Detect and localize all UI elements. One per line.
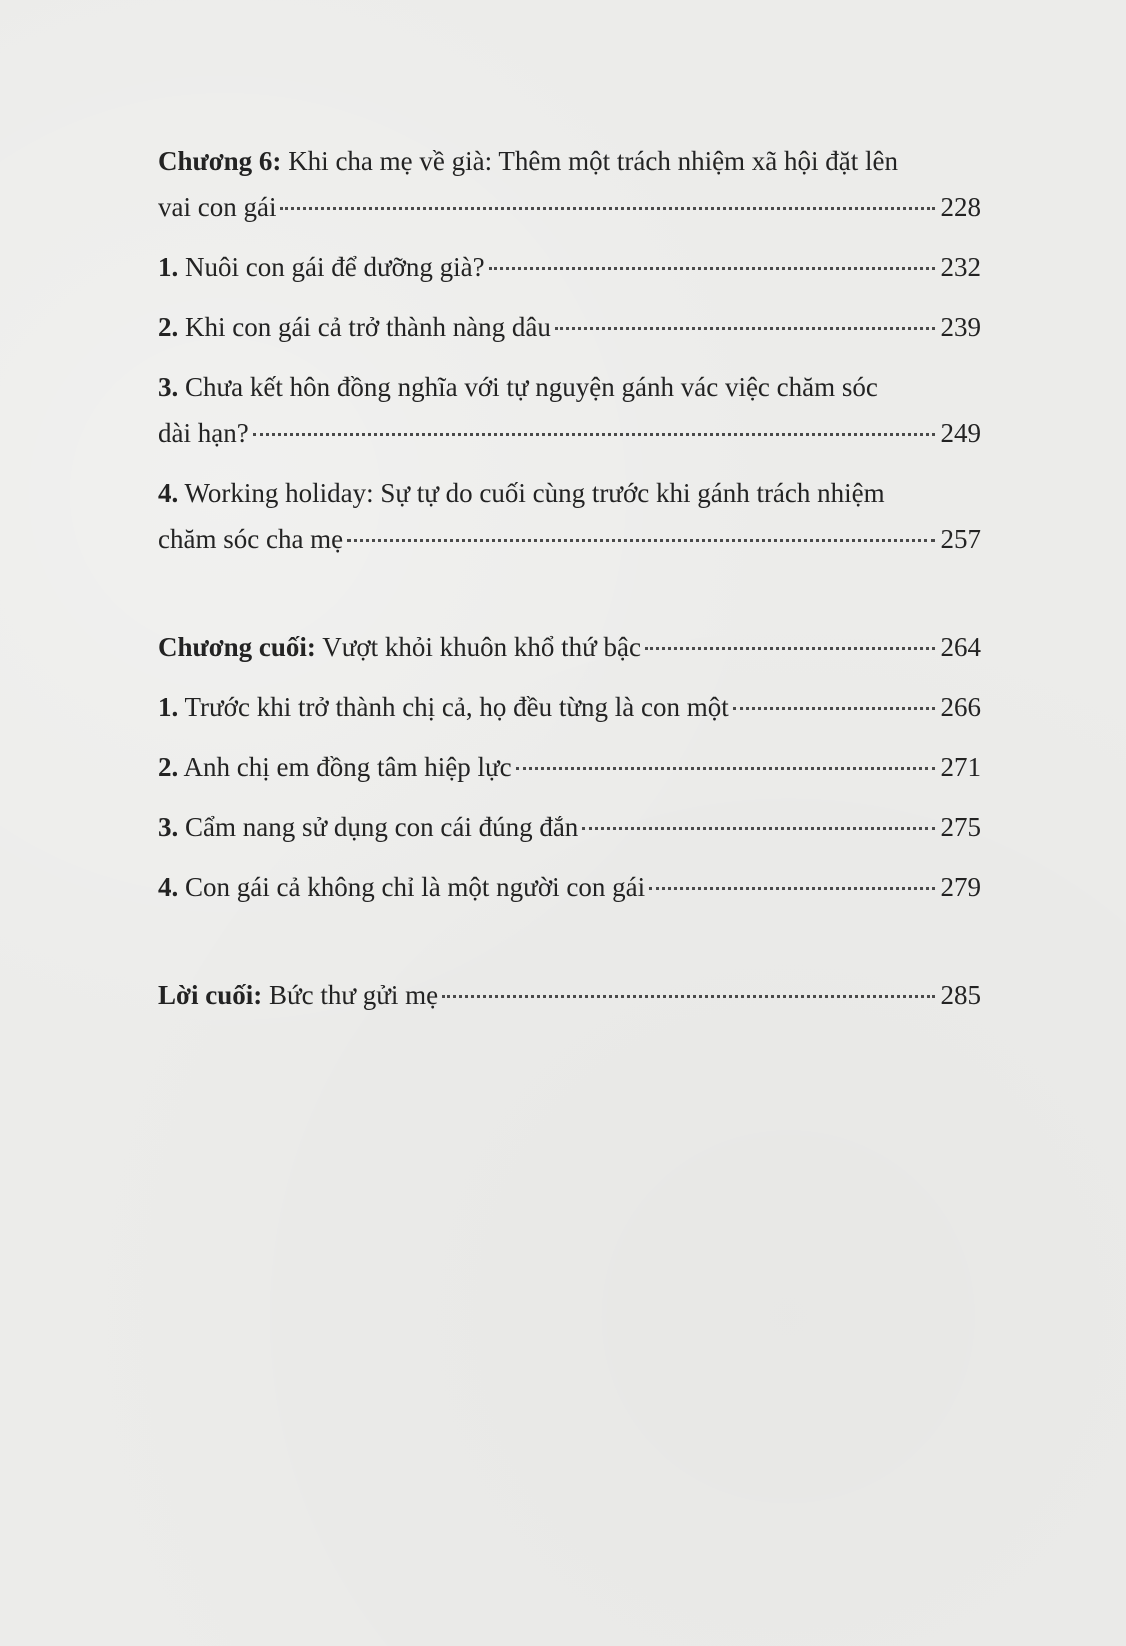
dot-leader <box>347 512 934 542</box>
item-title: Trước khi trở thành chị cả, họ đều từng là con một <box>178 692 729 722</box>
item-number: 2. <box>158 752 179 782</box>
item-number: 1. <box>158 252 179 282</box>
toc-item[interactable] <box>158 864 981 910</box>
page-number: 271 <box>940 752 981 782</box>
page-number: 266 <box>940 692 981 722</box>
heading-title: Vượt khỏi khuôn khổ thứ bậc <box>315 632 641 662</box>
page-number: 228 <box>940 192 981 222</box>
item-number: 3. <box>158 812 179 842</box>
toc-item[interactable] <box>158 470 981 562</box>
toc-item[interactable] <box>158 684 981 730</box>
item-number: 2. <box>158 312 179 342</box>
toc-heading-final-chapter[interactable] <box>158 624 981 670</box>
item-number: 3. <box>158 372 179 402</box>
item-title: Working holiday: Sự tự do cuối cùng trước khi gánh trách nhiệm <box>178 478 885 508</box>
toc-heading-epilogue[interactable] <box>158 972 981 1018</box>
item-title: Cẩm nang sử dụng con cái đúng đắn <box>178 812 579 842</box>
dot-leader <box>253 406 935 436</box>
item-title: Anh chị em đồng tâm hiệp lực <box>178 752 512 782</box>
toc-item[interactable] <box>158 804 981 850</box>
toc-item[interactable] <box>158 364 981 456</box>
page-number: 285 <box>940 980 981 1010</box>
page-number: 249 <box>940 418 981 448</box>
item-number: 4. <box>158 872 179 902</box>
page-number: 275 <box>940 812 981 842</box>
toc-item[interactable] <box>158 244 981 290</box>
dot-leader <box>489 240 935 270</box>
dot-leader <box>280 180 934 210</box>
page-number: 257 <box>940 524 981 554</box>
dot-leader <box>733 680 935 710</box>
toc-item[interactable] <box>158 744 981 790</box>
page-number: 264 <box>940 632 981 662</box>
dot-leader <box>645 620 935 650</box>
item-title: Chưa kết hôn đồng nghĩa với tự nguyện gánh vác việc chăm sóc <box>178 372 878 402</box>
dot-leader <box>555 300 935 330</box>
page-number: 279 <box>940 872 981 902</box>
item-title-cont: dài hạn? <box>158 418 249 448</box>
toc-item[interactable] <box>158 304 981 350</box>
table-of-contents <box>158 138 981 1018</box>
heading-label: Lời cuối: <box>158 980 263 1010</box>
item-number: 4. <box>158 478 179 508</box>
dot-leader <box>582 800 934 830</box>
dot-leader <box>516 740 935 770</box>
item-title: Con gái cả không chỉ là một người con gái <box>178 872 646 902</box>
page-number: 232 <box>940 252 981 282</box>
item-number: 1. <box>158 692 179 722</box>
heading-label: Chương cuối: <box>158 632 316 662</box>
page-number: 239 <box>940 312 981 342</box>
dot-leader <box>649 860 934 890</box>
toc-heading-chapter-6[interactable] <box>158 138 981 230</box>
heading-title: Bức thư gửi mẹ <box>262 980 439 1010</box>
heading-label: Chương 6: <box>158 146 282 176</box>
heading-title: Khi cha mẹ về già: Thêm một trách nhiệm xã hội đặt lên <box>281 146 899 176</box>
heading-title-cont: vai con gái <box>158 192 277 222</box>
item-title: Nuôi con gái để dưỡng già? <box>178 252 485 282</box>
dot-leader <box>442 968 934 998</box>
item-title-cont: chăm sóc cha mẹ <box>158 524 344 554</box>
item-title: Khi con gái cả trở thành nàng dâu <box>178 312 551 342</box>
